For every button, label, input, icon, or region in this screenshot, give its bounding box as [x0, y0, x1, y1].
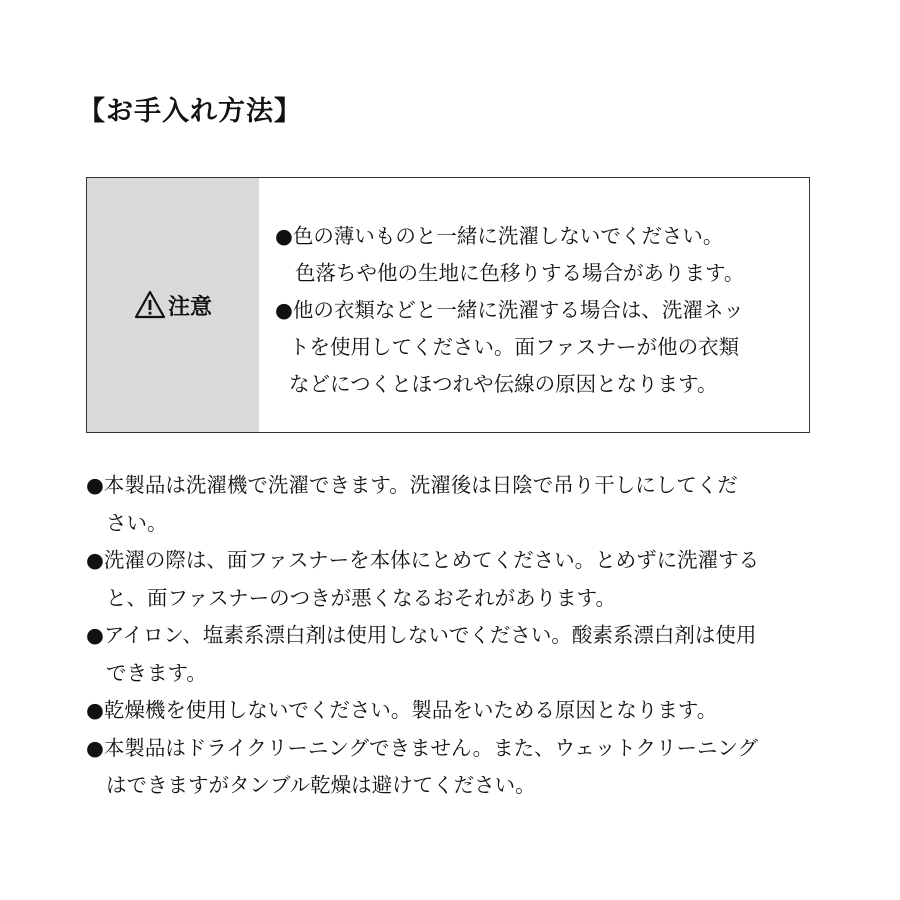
caution-line: などにつくとほつれや伝線の原因となります。: [289, 372, 718, 396]
care-notes-list: [86, 467, 826, 805]
caution-line: ●他の衣類などと一緒に洗濯する場合は、洗濯ネッ: [275, 298, 744, 322]
caution-label-text: 注意: [167, 294, 212, 320]
caution-line: ●色の薄いものと一緒に洗濯しないでください。: [275, 224, 724, 248]
caution-line: トを使用してください。面ファスナーが他の衣類: [289, 335, 740, 359]
note-item: ●本製品はドライクリーニングできません。また、ウェットクリーニング: [86, 735, 759, 760]
note-item-continued: さい。: [106, 510, 168, 535]
note-item: ●本製品は洗濯機で洗濯できます。洗濯後は日陰で吊り干しにしてくだ: [86, 473, 738, 497]
page-title: 【お手入れ方法】: [78, 96, 302, 127]
caution-text-cell: [259, 178, 809, 432]
note-item: ●洗濯の際は、面ファスナーを本体にとめてください。とめずに洗濯する: [86, 548, 760, 572]
caution-label-cell: [87, 178, 259, 432]
caution-label: [134, 290, 212, 321]
note-item-continued: はできますがタンブル乾燥は避けてください。: [106, 773, 536, 797]
note-item: ●乾燥機を使用しないでください。製品をいためる原因となります。: [86, 698, 718, 722]
warning-icon: [134, 290, 166, 320]
caution-box: [86, 177, 810, 433]
note-item-continued: できます。: [106, 660, 207, 685]
caution-line: 色落ちや他の生地に色移りする場合があります。: [295, 261, 745, 285]
note-item-continued: と、面ファスナーのつきが悪くなるおそれがあります。: [106, 585, 617, 610]
note-item: ●アイロン、塩素系漂白剤は使用しないでください。酸素系漂白剤は使用: [86, 623, 757, 647]
